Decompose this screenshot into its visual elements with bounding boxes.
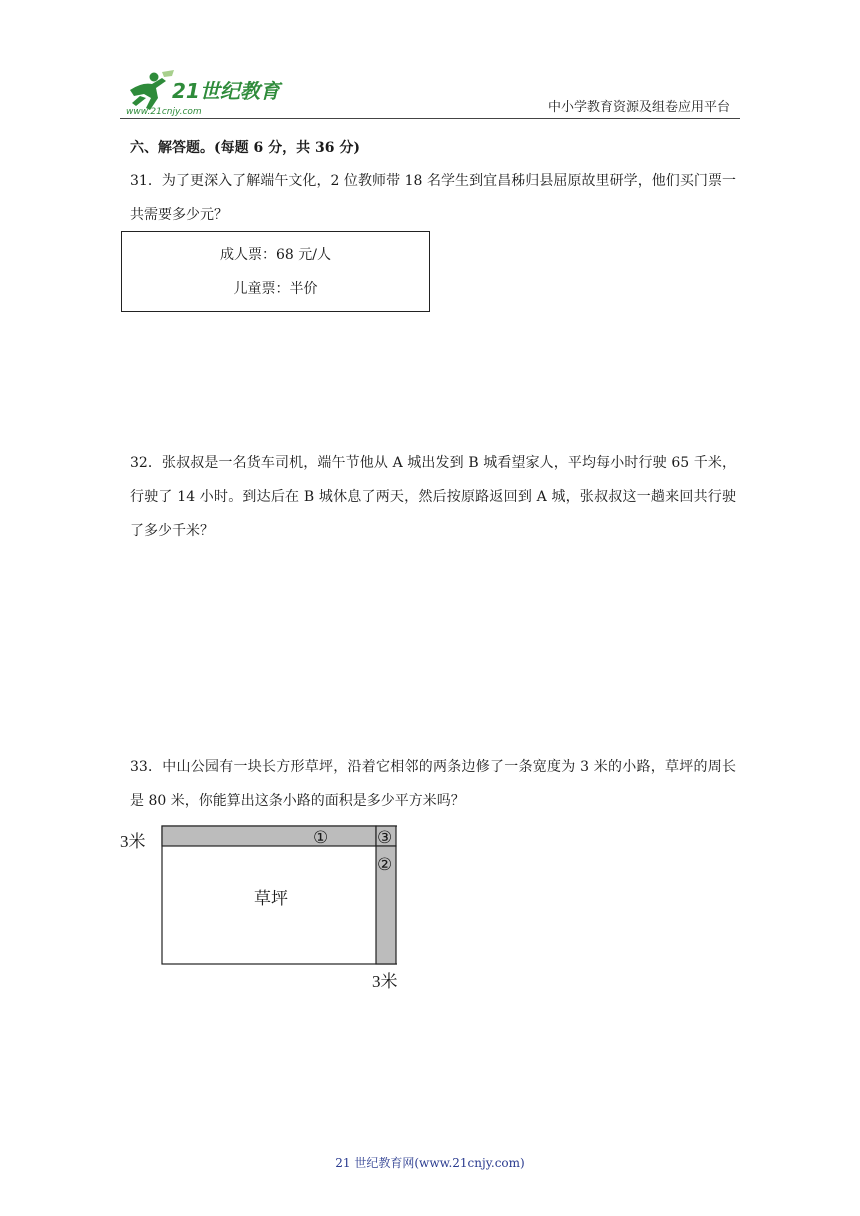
ticket-price-box: [121, 231, 430, 312]
bottom-width-label: 3米: [372, 972, 398, 991]
path-region-1: [162, 826, 376, 846]
left-width-label: 3米: [120, 832, 146, 851]
question-32: 32．张叔叔是一名货车司机，端午节他从 A 城出发到 B 城看望家人，平均每小时行驶 65 千米，行驶了 14 小时。到达后在 B 城休息了两天，然后按原路返回到 A 城，张叔叔这一趟来回共行驶了多少千米？: [130, 455, 736, 539]
lawn-path-diagram: [120, 820, 420, 1000]
lawn-label: 草坪: [254, 889, 288, 909]
logo-url: www.21cnjy.com: [126, 107, 202, 117]
runner-icon: [130, 70, 174, 110]
question-33: 33．中山公园有一块长方形草坪，沿着它相邻的两条边修了一条宽度为 3 米的小路，草坪的周长是 80 米，你能算出这条小路的面积是多少平方米吗？: [130, 759, 736, 809]
section-title: 六、解答题。(每题 6 分，共 36 分): [130, 140, 360, 156]
header-platform-text: 中小学教育资源及组卷应用平台: [548, 100, 731, 115]
header-divider: [120, 118, 740, 119]
logo-text: 21世纪教育: [172, 79, 280, 103]
diagram-mask: [397, 825, 420, 966]
adult-ticket-price: 成人票：68 元/人: [220, 247, 331, 263]
region-2-label: ②: [377, 855, 393, 875]
site-logo: [122, 68, 292, 118]
region-1-label: ①: [313, 828, 329, 848]
question-31: 31．为了更深入了解端午文化，2 位教师带 18 名学生到宜昌秭归县屈原故里研学，他们买门票一共需要多少元？: [130, 173, 736, 223]
region-3-label: ③: [377, 828, 393, 848]
page-footer: 21 世纪教育网(www.21cnjy.com): [335, 1156, 525, 1170]
child-ticket-price: 儿童票：半价: [233, 281, 318, 297]
